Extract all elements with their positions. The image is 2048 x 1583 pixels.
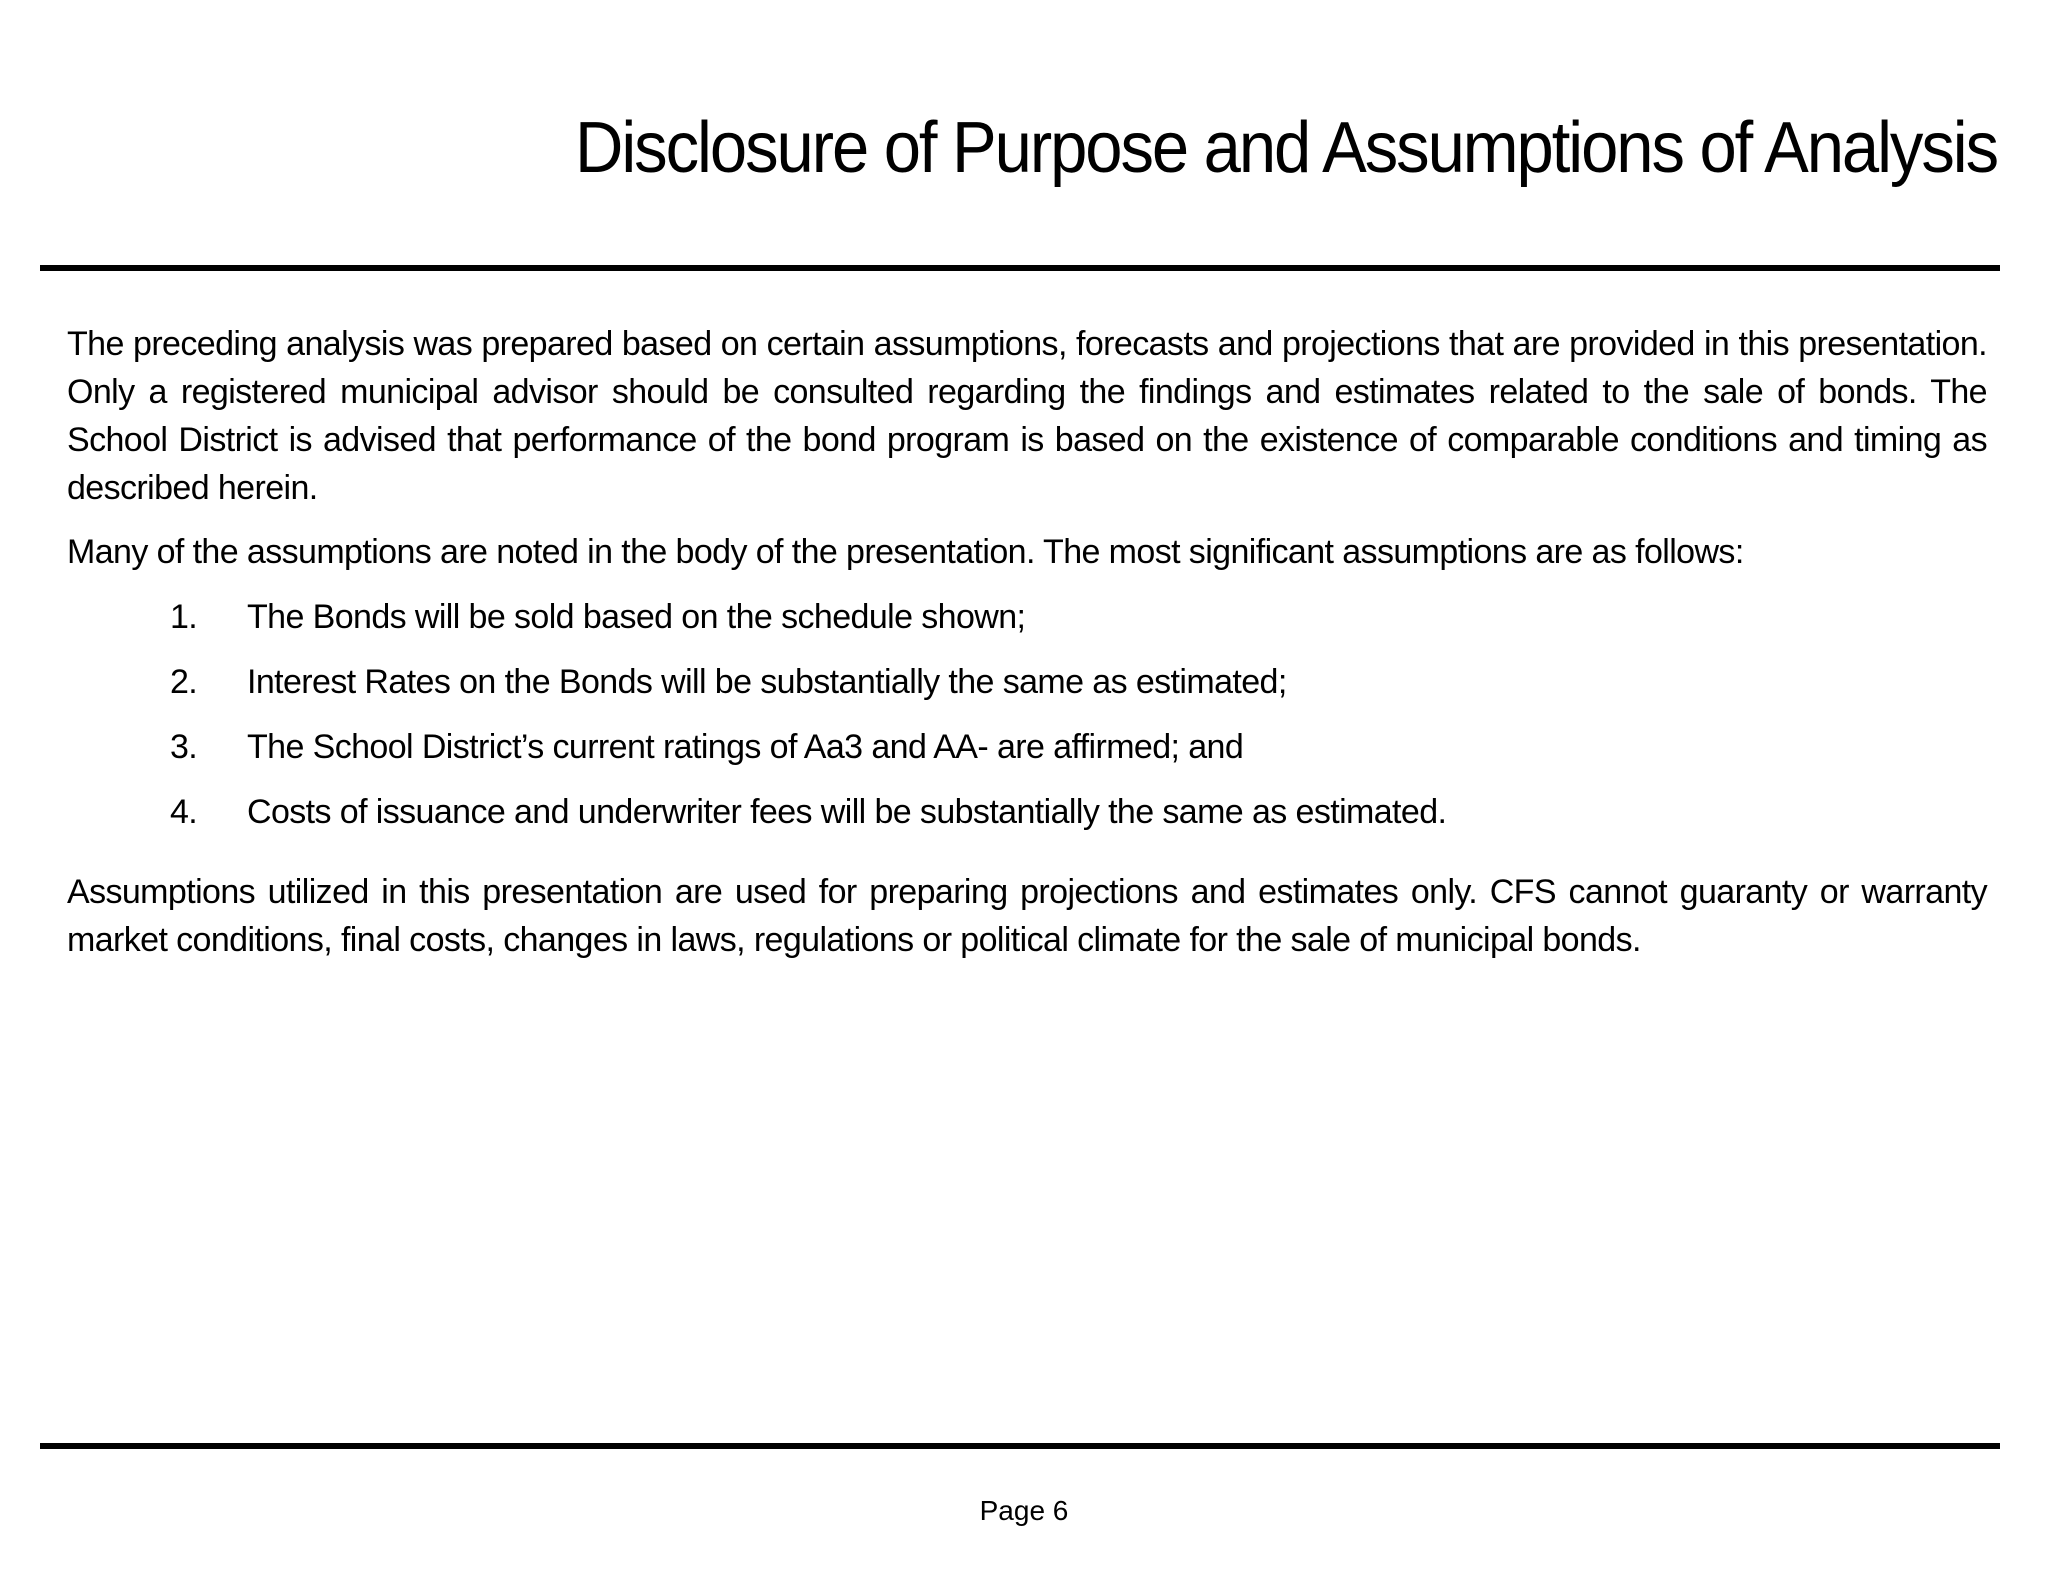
list-item bbox=[67, 723, 1987, 788]
assumptions-lead-paragraph: Many of the assumptions are noted in the body of the presentation. The most significant assumptions are as follows: bbox=[67, 533, 1744, 571]
footer-divider bbox=[40, 1443, 2000, 1449]
limitations-paragraph: Assumptions utilized in this presentation are used for preparing projections and estimates only. CFS cannot guaranty or warranty market conditions, final costs, changes in laws, regulations or political climate for the sale of municipal bonds. bbox=[67, 873, 1987, 959]
page-title: Disclosure of Purpose and Assumptions of Analysis bbox=[574, 108, 1997, 188]
list-item bbox=[67, 593, 1987, 658]
page-number: Page 6 bbox=[979, 1495, 1069, 1526]
assumptions-list bbox=[67, 593, 1987, 853]
intro-paragraph: The preceding analysis was prepared based on certain assumptions, forecasts and projections that are provided in this presentation. Only a registered municipal advisor should be consulted regarding the findings and estimates related to the sale of bonds. The School District is advised that performance of the bond program is based on the existence of comparable conditions and timing as described herein. bbox=[67, 325, 1987, 507]
list-item-number: 4. bbox=[170, 793, 198, 831]
list-item-text: The Bonds will be sold based on the schedule shown; bbox=[247, 598, 1026, 636]
list-item-number: 2. bbox=[170, 663, 198, 701]
list-item-number: 1. bbox=[170, 598, 198, 636]
list-item-number: 3. bbox=[170, 728, 198, 766]
list-item bbox=[67, 658, 1987, 723]
list-item-text: The School District’s current ratings of Aa3 and AA- are affirmed; and bbox=[247, 728, 1244, 766]
header-divider bbox=[40, 265, 2000, 271]
list-item bbox=[67, 788, 1987, 853]
list-item-text: Interest Rates on the Bonds will be substantially the same as estimated; bbox=[247, 663, 1287, 701]
list-item-text: Costs of issuance and underwriter fees will be substantially the same as estimated. bbox=[247, 793, 1447, 831]
disclosure-body bbox=[67, 320, 1987, 964]
